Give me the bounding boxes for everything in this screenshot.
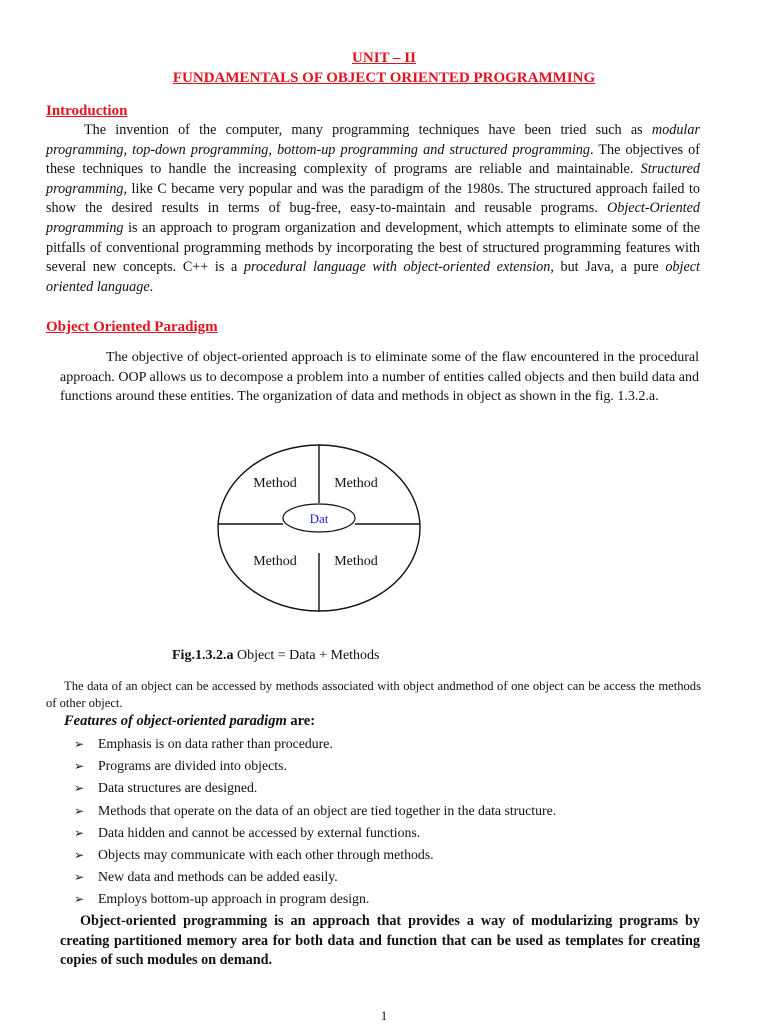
introduction-paragraph (46, 121, 700, 297)
list-item-text: Methods that operate on the data of an object are tied together in the data structure. (98, 802, 557, 818)
introduction-run: , like C became very popular and was the paradigm of the 1980s. The structured approach failed to show the desired results in terms of bug-free, easy-to-maintain and reusable programs. (46, 180, 700, 217)
page-number: 1 (380, 1008, 388, 1023)
paradigm-paragraph: The objective of object-oriented approach is to eliminate some of the flaw encountered in the procedural approach. OOP allows us to decompose a problem into a number of entities called objects and then build data and functions around these entities. The organization of data and methods in object as shown in the fig. 1.3.2.a. (60, 350, 699, 404)
arrow-bullet-icon: ➢ (74, 737, 85, 751)
introduction-run: modular programming, top-down programming, bottom-up programming and structured programming (46, 122, 700, 158)
arrow-bullet-icon: ➢ (74, 781, 85, 796)
chapter-title: FUNDAMENTALS OF OBJECT ORIENTED PROGRAMMING (172, 70, 596, 86)
arrow-bullet-icon: ➢ (74, 870, 85, 885)
object-diagram (200, 440, 440, 616)
list-item (74, 779, 556, 801)
caption-text: Object = Data + Methods (233, 648, 380, 663)
access-paragraph: The data of an object can be accessed by methods associated with object andmethod of one object can be access the methods of other object. (46, 679, 701, 710)
introduction-run: . (149, 278, 154, 295)
introduction-run: . The objectives of these techniques to handle the increasing complexity of programs are reliable and maintainable. (46, 141, 701, 178)
caption-label: Fig.1.3.2.a (172, 648, 234, 663)
method-label-top-right: Method (334, 476, 378, 491)
method-label-bottom-left: Method (253, 554, 297, 569)
summary-paragraph: Object-oriented programming is an approach that provides a way of modularizing programs by creating partitioned memory area for both data and function that can be used as templates for creating copies of such modules on demand. (60, 913, 700, 968)
data-label: Dat (309, 511, 329, 526)
list-item-text: Employs bottom-up approach in program design. (98, 891, 370, 907)
list-item (74, 890, 556, 912)
introduction-run: Structured programming (46, 161, 700, 197)
figure-caption (172, 648, 380, 664)
introduction-run: procedural language with object-oriented extension (243, 259, 551, 276)
features-heading-italic: Features of object-oriented paradigm (64, 713, 287, 729)
introduction-run: object oriented language (46, 259, 700, 295)
list-item-text: New data and methods can be added easily. (98, 869, 338, 885)
list-item (74, 802, 556, 824)
list-item-text: Data structures are designed. (98, 780, 258, 796)
arrow-bullet-icon: ➢ (74, 803, 85, 818)
features-heading (64, 713, 315, 730)
arrow-bullet-icon: ➢ (74, 825, 85, 840)
arrow-bullet-icon: ➢ (74, 892, 85, 907)
method-label-bottom-right: Method (334, 554, 378, 569)
introduction-run: The invention of the computer, many programming techniques have been tried such as (84, 122, 652, 138)
list-item-text: Emphasis is on data rather than procedure. (98, 736, 333, 751)
arrow-bullet-icon: ➢ (74, 847, 85, 862)
features-list (74, 735, 556, 913)
unit-title: UNIT – II (352, 50, 416, 66)
introduction-run: Object-Oriented programming (46, 200, 700, 236)
list-item (74, 824, 556, 846)
list-item-text: Programs are divided into objects. (98, 758, 287, 774)
list-item (74, 757, 556, 779)
list-item-text: Objects may communicate with each other through methods. (98, 846, 434, 862)
method-label-top-left: Method (253, 476, 297, 491)
introduction-run: , but Java, a pure (550, 259, 666, 276)
introduction-run: is an approach to program organization and development, which attempts to eliminate some of the pitfalls of conventional programming methods by incorporating the best of structured programming features with several new concepts. C++ is a (46, 219, 700, 276)
paradigm-heading: Object Oriented Paradigm (46, 319, 218, 335)
introduction-heading: Introduction (46, 103, 128, 119)
arrow-bullet-icon: ➢ (74, 759, 85, 774)
list-item (74, 735, 556, 757)
list-item (74, 868, 556, 890)
list-item (74, 846, 556, 868)
list-item-text: Data hidden and cannot be accessed by external functions. (98, 824, 421, 840)
features-heading-tail: are: (286, 713, 316, 729)
